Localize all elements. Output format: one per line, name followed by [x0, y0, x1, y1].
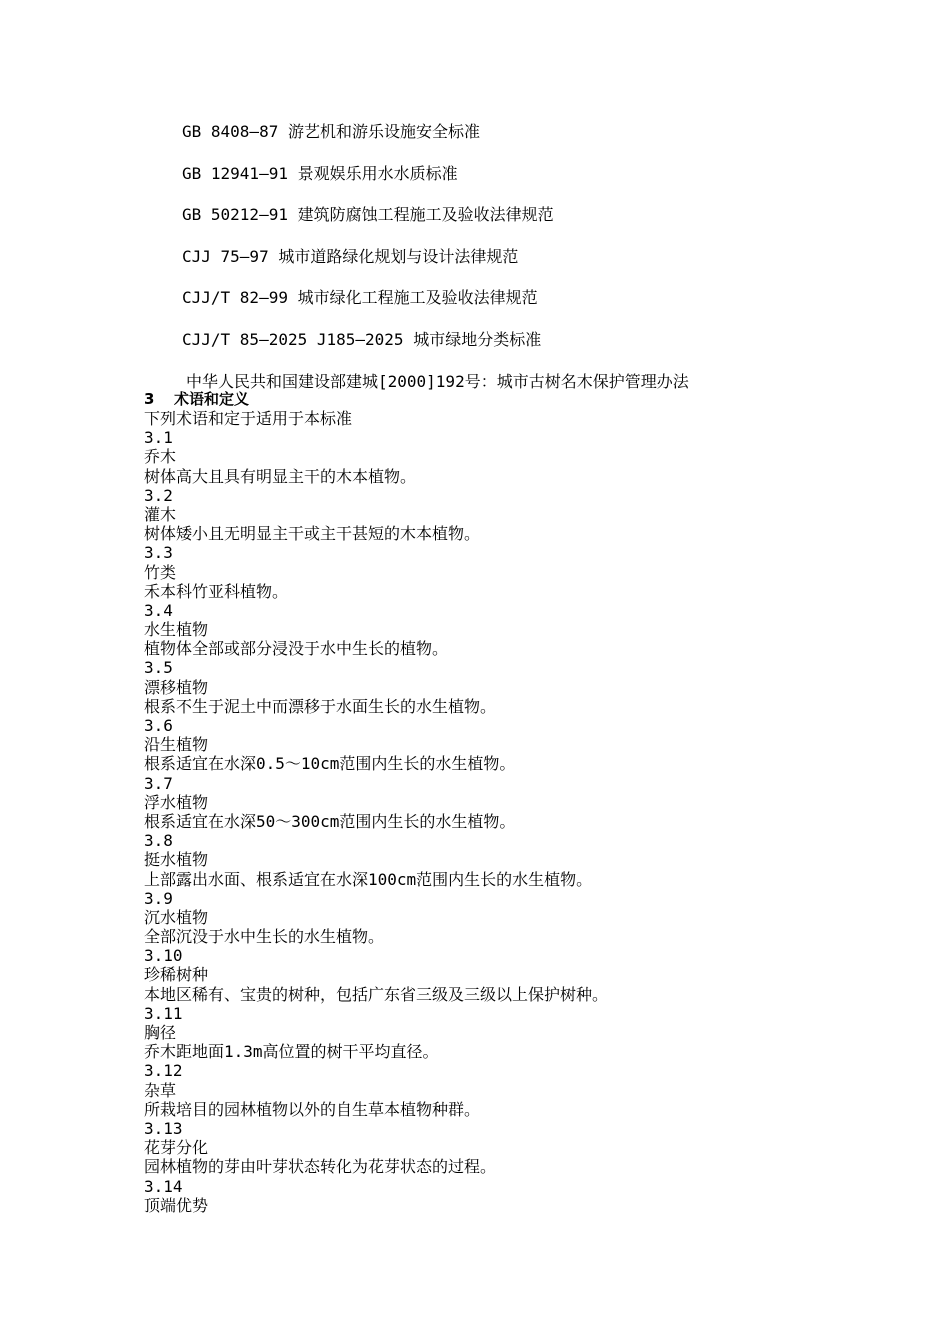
term-definition: 根系适宜在水深50～300cm范围内生长的水生植物。 [144, 811, 516, 831]
term-definition: 树体矮小且无明显主干或主干甚短的木本植物。 [144, 524, 481, 544]
term-name: 珍稀树种 [144, 965, 209, 985]
reference-item: CJJ/T 82—99 城市绿化工程施工及验收法律规范 [182, 288, 538, 307]
section-number: 3 [144, 390, 155, 408]
term-entry [144, 889, 904, 947]
term-entry [144, 946, 904, 1004]
term-definition: 园林植物的芽由叶芽状态转化为花芽状态的过程。 [144, 1157, 497, 1177]
term-definition: 植物体全部或部分浸没于水中生长的植物。 [144, 639, 449, 659]
term-name: 竹类 [144, 562, 177, 582]
reference-item: CJJ 75—97 城市道路绿化规划与设计法律规范 [182, 246, 519, 266]
term-name: 胸径 [144, 1023, 177, 1042]
term-name: 顶端优势 [144, 1195, 209, 1215]
term-entry [144, 428, 904, 486]
section-intro: 下列术语和定于适用于本标准 [144, 409, 353, 428]
term-name: 挺水植物 [144, 850, 209, 870]
term-entry [144, 1061, 904, 1119]
term-definition: 根系适宜在水深0.5～10cm范围内生长的水生植物。 [144, 754, 516, 774]
reference-notice: 中华人民共和国建设部建城[2000]192号：城市古树名木保护管理办法 [186, 372, 689, 391]
term-name: 沿生植物 [144, 735, 209, 755]
term-number: 3.10 [144, 946, 183, 966]
term-name: 浮水植物 [144, 792, 209, 812]
term-number: 3.9 [144, 888, 173, 908]
reference-item: CJJ/T 85—2025 J185—2025 城市绿地分类标准 [182, 329, 542, 349]
term-definition: 本地区稀有、宝贵的树种，包括广东省三级及三级以上保护树种。 [144, 984, 609, 1004]
section-heading [144, 389, 904, 409]
term-entry [144, 486, 904, 544]
term-number: 3.11 [144, 1003, 183, 1023]
term-number: 3.8 [144, 831, 173, 851]
term-name: 杂草 [144, 1080, 177, 1100]
term-number: 3.13 [144, 1118, 183, 1138]
term-entry [144, 658, 904, 716]
term-entry [144, 601, 904, 659]
term-definition: 乔木距地面1.3m高位置的树干平均直径。 [144, 1042, 439, 1062]
term-number: 3.7 [144, 773, 173, 793]
reference-item: GB 8408—87 游艺机和游乐设施安全标准 [182, 122, 480, 141]
term-definition: 根系不生于泥土中而漂移于水面生长的水生植物。 [144, 696, 497, 716]
reference-standards-list [182, 120, 902, 369]
term-definition: 树体高大且具有明显主干的木本植物。 [144, 466, 417, 486]
term-definition: 所栽培目的园林植物以外的自生草本植物种群。 [144, 1099, 481, 1119]
term-number: 3.1 [144, 428, 173, 448]
term-number: 3.14 [144, 1176, 183, 1196]
term-name: 灌木 [144, 504, 177, 524]
term-entry [144, 1177, 904, 1215]
term-number: 3.4 [144, 600, 173, 620]
term-name: 乔木 [144, 447, 177, 467]
term-number: 3.6 [144, 716, 173, 735]
term-name: 沉水植物 [144, 907, 209, 927]
section-title: 术语和定义 [174, 390, 250, 408]
term-number: 3.3 [144, 543, 173, 563]
term-definition: 全部沉没于水中生长的水生植物。 [144, 927, 385, 947]
term-definition: 禾本科竹亚科植物。 [144, 581, 289, 601]
term-entry [144, 831, 904, 889]
reference-item: GB 12941—91 景观娱乐用水水质标准 [182, 163, 458, 183]
term-name: 漂移植物 [144, 677, 209, 697]
term-entry [144, 716, 904, 774]
term-entry [144, 543, 904, 601]
term-name: 花芽分化 [144, 1138, 209, 1158]
term-number: 3.12 [144, 1061, 183, 1081]
term-entry [144, 774, 904, 832]
term-definition: 上部露出水面、根系适宜在水深100cm范围内生长的水生植物。 [144, 869, 593, 889]
term-entry [144, 1119, 904, 1177]
term-entry [144, 1004, 904, 1062]
reference-item: GB 50212—91 建筑防腐蚀工程施工及验收法律规范 [182, 205, 554, 224]
term-number: 3.5 [144, 658, 173, 678]
term-number: 3.2 [144, 485, 173, 505]
terms-section [144, 389, 904, 1215]
term-name: 水生植物 [144, 620, 209, 640]
